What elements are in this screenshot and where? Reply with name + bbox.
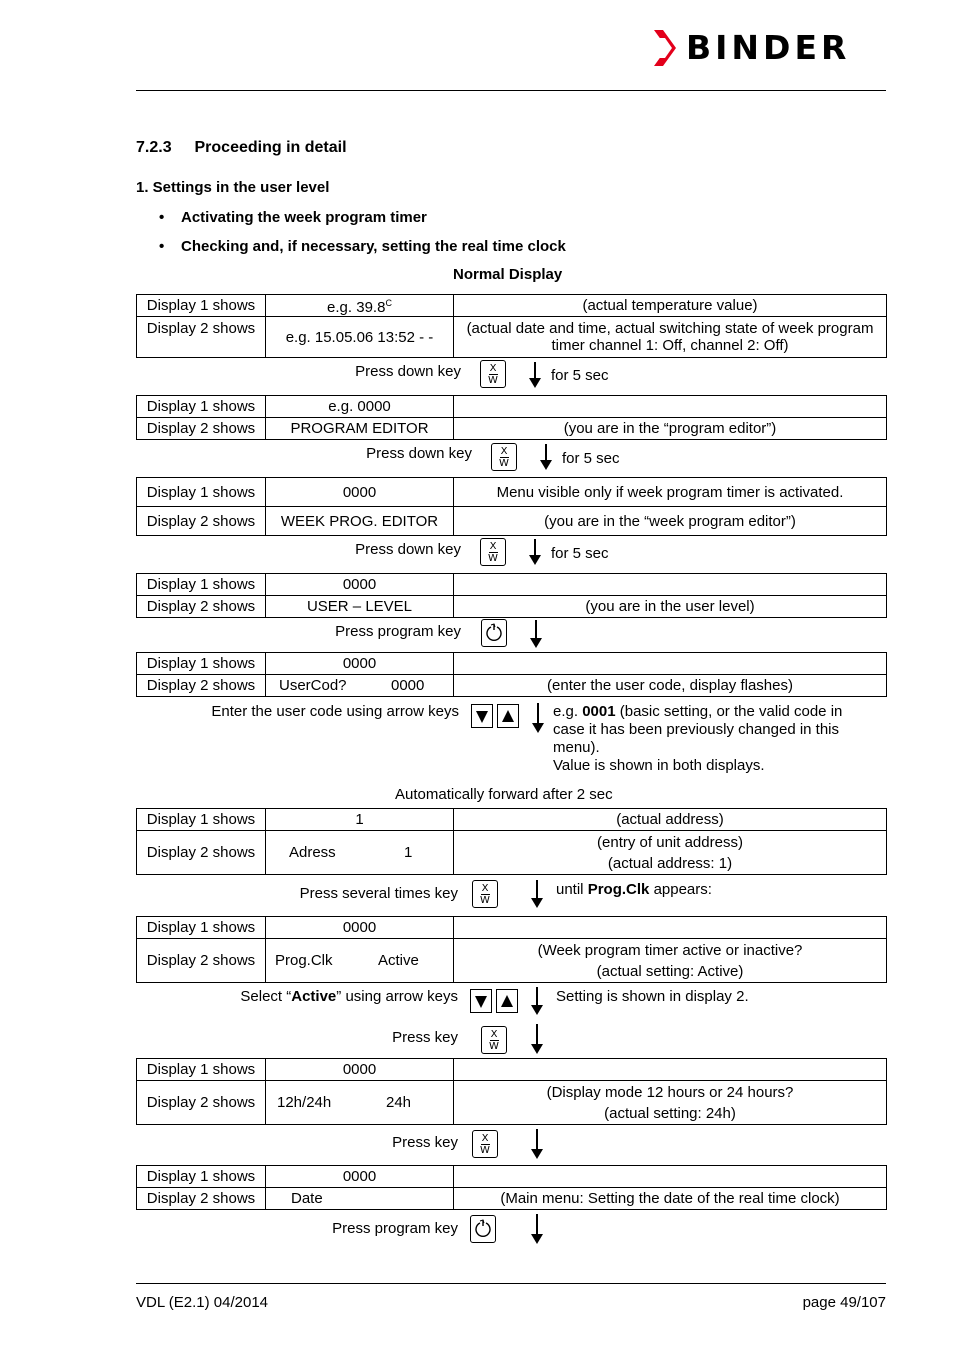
- header-rule: [136, 90, 886, 91]
- down-arrow-icon: [531, 987, 543, 1015]
- program-icon: [482, 620, 506, 646]
- down-arrow-icon: [529, 362, 541, 388]
- binder-logo: [654, 30, 850, 66]
- down-arrow-icon: [531, 1214, 543, 1244]
- xw-down-key[interactable]: X W: [472, 1130, 498, 1158]
- display2-note: (actual date and time, actual switching state of week program timer channel 1: Off, channel 2: Off): [454, 317, 887, 358]
- display-table-date: [136, 1165, 887, 1210]
- display1-note: (actual temperature value): [454, 295, 887, 317]
- xw-down-key[interactable]: X W: [480, 360, 506, 388]
- display2-note: (you are in the “program editor”): [454, 418, 887, 440]
- auto-forward-note: Automatically forward after 2 sec: [395, 786, 613, 803]
- display2-note: (enter the user code, display flashes): [454, 675, 887, 697]
- display1-label: Display 1 shows: [137, 1059, 266, 1081]
- xw-down-key[interactable]: X W: [481, 1026, 507, 1054]
- display1-value: 1: [266, 809, 454, 831]
- display-table-address: [136, 808, 887, 875]
- display1-value: 0000: [266, 478, 454, 507]
- triangle-down-icon: [475, 996, 487, 1008]
- down-arrow-icon: [529, 539, 541, 565]
- step-instruction: Press program key: [335, 623, 461, 640]
- down-arrow-icon: [530, 620, 542, 648]
- display1-value: 0000: [266, 653, 454, 675]
- display1-note: [454, 653, 887, 675]
- display1-label: Display 1 shows: [137, 917, 266, 939]
- down-arrow-icon: [532, 703, 544, 733]
- program-key[interactable]: [481, 619, 507, 647]
- arrow-down-key[interactable]: [471, 704, 493, 728]
- program-icon: [471, 1216, 495, 1242]
- brand-name: BINDER: [686, 28, 851, 67]
- display1-value: e.g. $39.8^C$: [266, 295, 454, 317]
- display1-label: Display 1 shows: [137, 396, 266, 418]
- display1-note: [454, 396, 887, 418]
- footer-rule: [136, 1283, 886, 1284]
- display2-value: Date: [266, 1188, 454, 1210]
- display2-label: Display 2 shows: [137, 831, 266, 875]
- display-table-prog-clk: [136, 916, 887, 983]
- arrow-up-key[interactable]: [497, 704, 519, 728]
- display2-value: USER – LEVEL: [266, 596, 454, 618]
- step-instruction: Press key: [392, 1029, 458, 1046]
- display2-label: Display 2 shows: [137, 317, 266, 358]
- triangle-up-icon: [501, 995, 513, 1007]
- step-instruction: Press down key: [355, 363, 461, 380]
- step-duration: for 5 sec: [551, 367, 609, 384]
- step-instruction: Press down key: [366, 445, 472, 462]
- display-table-normal: [136, 294, 887, 358]
- step-instruction: Select “Active” using arrow keys: [240, 988, 458, 1005]
- display2-note: (Week program timer active or inactive? (actual setting: Active): [454, 939, 887, 983]
- display-table-user-code: [136, 652, 887, 697]
- display1-value: 0000: [266, 574, 454, 596]
- display2-note: (you are in the user level): [454, 596, 887, 618]
- display2-note: (you are in the “week program editor”): [454, 507, 887, 536]
- display2-note: (Display mode 12 hours or 24 hours? (actual setting: 24h): [454, 1081, 887, 1125]
- display1-label: Display 1 shows: [137, 295, 266, 317]
- section-heading: [136, 139, 347, 157]
- down-arrow-icon: [531, 1024, 543, 1054]
- display2-value: Prog.Clk Active: [266, 939, 454, 983]
- display2-label: Display 2 shows: [137, 1081, 266, 1125]
- down-arrow-icon: [531, 880, 543, 908]
- section-number: 7.2.3: [136, 139, 172, 156]
- step-instruction: Press key: [392, 1134, 458, 1151]
- display1-note: Menu visible only if week program timer is activated.: [454, 478, 887, 507]
- display1-note: [454, 574, 887, 596]
- display2-label: Display 2 shows: [137, 507, 266, 536]
- binder-logo-icon: [654, 30, 680, 66]
- display2-note: (Main menu: Setting the date of the real time clock): [454, 1188, 887, 1210]
- footer-doc-id: VDL (E2.1) 04/2014: [136, 1294, 269, 1311]
- display2-value: WEEK PROG. EDITOR: [266, 507, 454, 536]
- step-instruction: Enter the user code using arrow keys: [211, 703, 459, 720]
- xw-down-key[interactable]: X W: [491, 443, 517, 471]
- display2-value: UserCod? 0000: [266, 675, 454, 697]
- bullet-item: • Activating the week program timer: [159, 209, 427, 226]
- display1-value: 0000: [266, 1059, 454, 1081]
- display2-label: Display 2 shows: [137, 939, 266, 983]
- arrow-down-key[interactable]: [470, 989, 492, 1013]
- step-instruction: Press several times key: [299, 885, 458, 902]
- display2-value: e.g. 15.05.06 13:52 - -: [266, 317, 454, 358]
- display1-label: Display 1 shows: [137, 574, 266, 596]
- triangle-up-icon: [502, 710, 514, 722]
- step-result: Setting is shown in display 2.: [556, 988, 749, 1005]
- display2-value: Adress 1: [266, 831, 454, 875]
- step-instruction: Press program key: [332, 1220, 458, 1237]
- display1-note: (actual address): [454, 809, 887, 831]
- footer-page-number: page 49/107: [802, 1294, 886, 1311]
- display-table-12h-24h: [136, 1058, 887, 1125]
- program-key[interactable]: [470, 1215, 496, 1243]
- display2-label: Display 2 shows: [137, 675, 266, 697]
- display1-value: 0000: [266, 917, 454, 939]
- arrow-up-key[interactable]: [496, 989, 518, 1013]
- bullet-item: • Checking and, if necessary, setting the real time clock: [159, 238, 566, 255]
- display2-note: (entry of unit address) (actual address: 1): [454, 831, 887, 875]
- step-heading: 1. Settings in the user level: [136, 179, 330, 196]
- step-result: until Prog.Clk appears:: [556, 881, 712, 898]
- step-duration: for 5 sec: [551, 545, 609, 562]
- display1-note: [454, 1059, 887, 1081]
- display2-value: PROGRAM EDITOR: [266, 418, 454, 440]
- step-duration: for 5 sec: [562, 450, 620, 467]
- triangle-down-icon: [476, 711, 488, 723]
- down-arrow-icon: [540, 444, 552, 470]
- display1-note: [454, 1166, 887, 1188]
- display2-label: Display 2 shows: [137, 596, 266, 618]
- display1-label: Display 1 shows: [137, 809, 266, 831]
- normal-display-label: Normal Display: [453, 266, 563, 283]
- display1-value: e.g. 0000: [266, 396, 454, 418]
- display1-note: [454, 917, 887, 939]
- display1-label: Display 1 shows: [137, 653, 266, 675]
- down-arrow-icon: [531, 1129, 543, 1159]
- display-table-program-editor: [136, 395, 887, 440]
- display1-label: Display 1 shows: [137, 478, 266, 507]
- display2-label: Display 2 shows: [137, 1188, 266, 1210]
- display2-label: Display 2 shows: [137, 418, 266, 440]
- display1-value: 0000: [266, 1166, 454, 1188]
- display2-value: 12h/24h 24h: [266, 1081, 454, 1125]
- display-table-user-level: [136, 573, 887, 618]
- xw-down-key[interactable]: X W: [472, 880, 498, 908]
- user-code-note: e.g. 0001 (basic setting, or the valid code in case it has been previously changed in this menu). Value is shown in both displays.: [553, 703, 843, 774]
- xw-down-key[interactable]: X W: [480, 538, 506, 566]
- step-instruction: Press down key: [355, 541, 461, 558]
- section-title: Proceeding in detail: [194, 139, 347, 156]
- display1-label: Display 1 shows: [137, 1166, 266, 1188]
- display-table-week-prog-editor: [136, 477, 887, 536]
